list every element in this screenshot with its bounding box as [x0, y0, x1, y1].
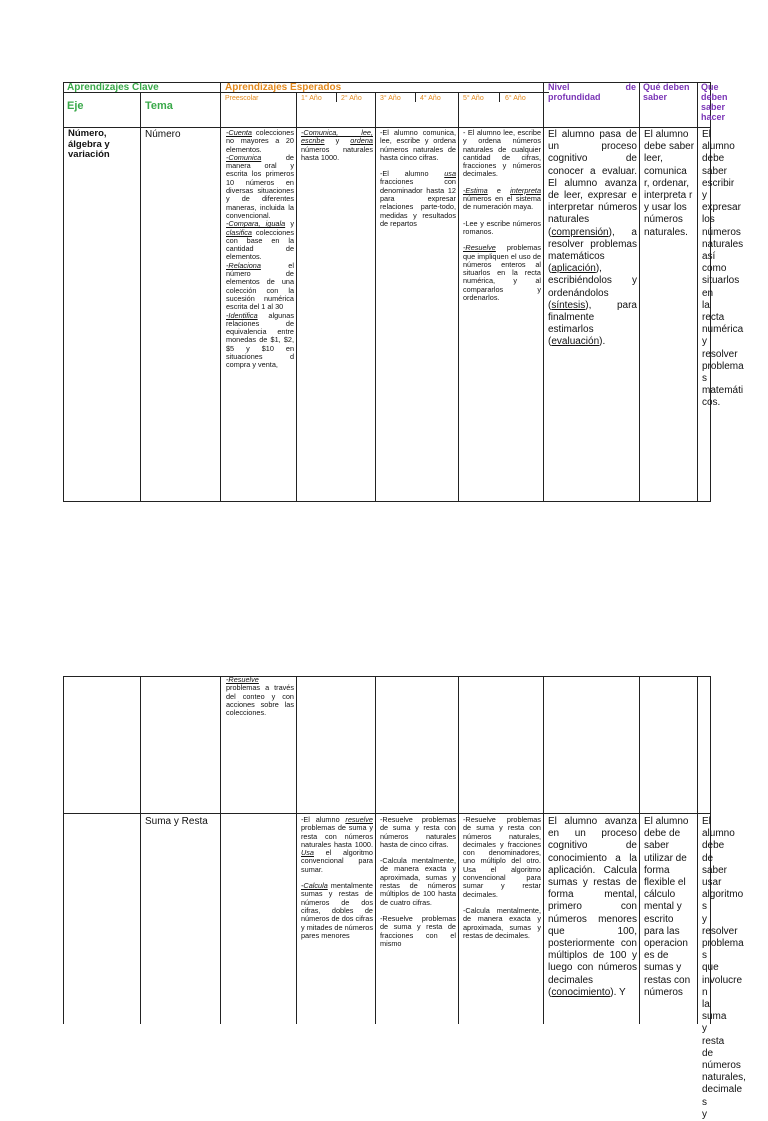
- header-que-deben-saber: Qué deben saber: [643, 82, 690, 102]
- cell-suma-nivel: El alumno avanza en un proceso cognitivo de conocimiento a la aplicación. Calcula sumas y restas de forma mental, primero con números menores que 100, posteriormente con múltiplos de 100 y luego con números decimales (conocimiento). Y: [548, 816, 637, 998]
- cell-preescolar-cont: [224, 676, 296, 746]
- header-tema: Tema: [145, 100, 173, 112]
- list-item: -Identifica algunas relaciones de equivalencia entre monedas de $1, $2, $5 y $10 en situaciones d compra y venta,: [226, 310, 294, 370]
- header-nivel-profundidad: Nivel de profundidad: [548, 82, 636, 102]
- cell-suma-grades-3-4: [378, 816, 458, 1024]
- header-grade-6: 6° Año: [505, 95, 526, 102]
- cell-preescolar: [224, 129, 296, 501]
- table-page-1: [63, 82, 744, 502]
- header-grade-3: 3° Año: [380, 95, 401, 102]
- cell-que-deben-saber: El alumno debe saber leer, comunica r, ordenar, interpreta r y usar los números naturales.: [644, 129, 695, 238]
- list-item: -El alumno usa fracciones con denominador hasta 12 para expresar relaciones parte-todo, medidas y resultados de repartos: [380, 169, 456, 228]
- list-item: -Calcula mentalmente, de manera exacta y aproximada, sumas y restas de números múltiplos de 100 hasta de cuatro cifras.: [380, 856, 456, 907]
- header-grade-4: 4° Año: [420, 95, 441, 102]
- header-aprendizajes-esperados: Aprendizajes Esperados: [225, 82, 342, 93]
- cell-suma-saber: El alumno debe de saber utilizar de forma flexible el cálculo mental y escrito para las operacion es de sumas y restas con números: [644, 816, 691, 998]
- cell-que-deben-saber-hacer: El alumno debe saber escribir y expresar los números naturales así como situarlos en la recta numérica y resolver problema s matemáti cos.: [702, 129, 744, 409]
- cell-tema: Número: [145, 129, 181, 140]
- cell-tema-suma-resta: Suma y Resta: [145, 816, 208, 827]
- header-preescolar: Preescolar: [225, 95, 259, 102]
- list-item: -Comunica de manera oral y escrita los primeros 10 números en diversas situaciones y de diferentes maneras, incluida la convencional.: [226, 152, 294, 220]
- list-item: - El alumno lee, escribe y ordena números naturales de cualquier cantidad de cifras, fracciones y números decimales.: [463, 128, 541, 179]
- cell-nivel-profundidad: El alumno pasa de un proceso cognitivo de conocer a evaluar. El alumno avanza de leer, expresar e interpretar números naturales (comprensión), a resolver problemas matemáticos (aplicación), escribiéndolos y ordenándolos (síntesis), para finalmente estimarlos (evaluación).: [548, 129, 637, 348]
- cell-grades-5-6: [461, 129, 543, 501]
- list-item: -Resuelve problemas que impliquen el uso de números enteros al situarlos en la recta numérica, y al compararlos y ordenarlos.: [463, 243, 541, 303]
- list-item: -Comunica, lee, escribe y ordena números naturales hasta 1000.: [301, 128, 373, 162]
- list-item: -Resuelve problemas de suma y resta con números naturales hasta de cinco cifras.: [380, 815, 456, 849]
- cell-eje: Número, álgebra y variación: [68, 128, 110, 160]
- list-item: -Resuelve problemas de suma y resta con números naturales, decimales y fracciones con denominadores, uno múltiplo del otro. Usa el algoritmo convencional para sumar y restar decimales.: [463, 815, 541, 899]
- list-item: -Calcula mentalmente sumas y restas de números de dos cifras, dobles de números de dos cifras y mitades de números pares menores: [301, 881, 373, 940]
- header-aprendizajes-clave: Aprendizajes Clave: [67, 82, 159, 93]
- list-item: -Calcula mentalmente, de manera exacta y aproximada, sumas y restas de decimales.: [463, 905, 541, 940]
- header-que-deben-saber-hacer: Que deben saber hacer: [701, 82, 728, 122]
- cell-suma-hacer: El alumno debe de saber usar algoritmo s y resolver problema s que involucre n la suma y resta de números naturales, decimale s y: [702, 816, 746, 1120]
- header-grade-1: 1° Año: [301, 95, 322, 102]
- list-item: -Lee y escribe números romanos.: [463, 218, 541, 236]
- list-item: -Compara, iguala y clasifica colecciones con base en la cantidad de elementos.: [226, 219, 294, 262]
- cell-suma-grades-1-2: [299, 816, 375, 1024]
- list-item: -Resuelve problemas a través del conteo y con acciones sobre las colecciones.: [226, 675, 294, 718]
- list-item: -El alumno resuelve problemas de suma y resta con números naturales hasta 1000. Usa el algoritmo convencional para sumar.: [301, 815, 373, 874]
- header-eje: Eje: [67, 100, 84, 112]
- list-item: -Cuenta colecciones no mayores a 20 elementos.: [226, 128, 294, 154]
- header-grade-5: 5° Año: [463, 95, 484, 102]
- header-grade-2: 2° Año: [341, 95, 362, 102]
- list-item: -El alumno comunica, lee, escribe y ordena números naturales de hasta cinco cifras.: [380, 128, 456, 162]
- cell-suma-grades-5-6: [461, 816, 543, 1024]
- cell-grades-1-2: [299, 129, 375, 501]
- list-item: -Relaciona el número de elementos de una colección con la sucesión numérica escrita del 1 al 30: [226, 260, 294, 312]
- cell-grades-3-4: [378, 129, 458, 501]
- table-page-2: [63, 675, 746, 1120]
- list-item: -Estima e interpreta números en el sistema de numeración maya.: [463, 185, 541, 212]
- list-item: -Resuelve problemas de suma y resta de fracciones con el mismo: [380, 913, 456, 948]
